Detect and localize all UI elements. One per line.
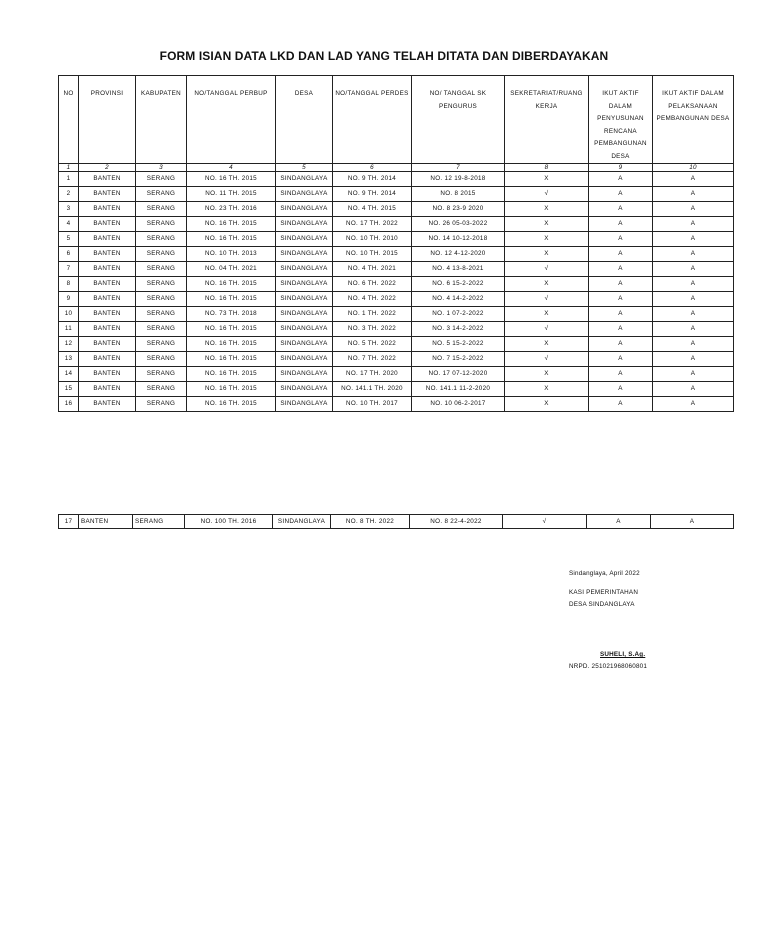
cell-sk-pengurus: NO. 6 15-2-2022 — [412, 277, 505, 292]
cell-sk-pengurus: NO. 8 23-9 2020 — [412, 202, 505, 217]
cell-no: 12 — [59, 337, 79, 352]
cell-provinsi: BANTEN — [79, 202, 136, 217]
cell-provinsi: BANTEN — [79, 262, 136, 277]
cell-sekretariat: √ — [503, 515, 587, 529]
cell-desa: SINDANGLAYA — [276, 262, 333, 277]
cell-perdes: NO. 5 TH. 2022 — [333, 337, 412, 352]
cell-penyusunan: A — [589, 397, 653, 412]
cell-sk-pengurus: NO. 12 19-8-2018 — [412, 172, 505, 187]
cell-no: 11 — [59, 322, 79, 337]
cell-perbup: NO. 16 TH. 2015 — [187, 277, 276, 292]
cell-no: 7 — [59, 262, 79, 277]
cell-sk-pengurus: NO. 4 14-2-2022 — [412, 292, 505, 307]
cell-perbup: NO. 16 TH. 2015 — [187, 322, 276, 337]
cell-provinsi: BANTEN — [79, 322, 136, 337]
cell-pelaksanaan: A — [653, 367, 734, 382]
cell-no: 15 — [59, 382, 79, 397]
header-perdes: NO/TANGGAL PERDES — [333, 76, 412, 164]
table-row — [59, 262, 734, 277]
header-kabupaten: KABUPATEN — [136, 76, 187, 164]
cell-pelaksanaan: A — [653, 232, 734, 247]
cell-perdes: NO. 1 TH. 2022 — [333, 307, 412, 322]
cell-perdes: NO. 6 TH. 2022 — [333, 277, 412, 292]
cell-no: 1 — [59, 172, 79, 187]
cell-penyusunan: A — [589, 367, 653, 382]
cell-pelaksanaan: A — [653, 352, 734, 367]
cell-provinsi: BANTEN — [79, 307, 136, 322]
cell-kabupaten: SERANG — [136, 262, 187, 277]
column-number-row — [59, 164, 734, 172]
cell-kabupaten: SERANG — [133, 515, 185, 529]
cell-kabupaten: SERANG — [136, 172, 187, 187]
cell-pelaksanaan: A — [653, 187, 734, 202]
cell-desa: SINDANGLAYA — [276, 277, 333, 292]
cell-kabupaten: SERANG — [136, 367, 187, 382]
cell-sekretariat: √ — [505, 352, 589, 367]
cell-desa: SINDANGLAYA — [276, 232, 333, 247]
cell-desa: SINDANGLAYA — [276, 397, 333, 412]
cell-sk-pengurus: NO. 8 2015 — [412, 187, 505, 202]
cell-provinsi: BANTEN — [79, 382, 136, 397]
cell-pelaksanaan: A — [653, 382, 734, 397]
cell-penyusunan: A — [589, 172, 653, 187]
cell-provinsi: BANTEN — [79, 277, 136, 292]
cell-perbup: NO. 16 TH. 2015 — [187, 337, 276, 352]
cell-kabupaten: SERANG — [136, 397, 187, 412]
cell-penyusunan: A — [589, 217, 653, 232]
signature-position-line1: KASI PEMERINTAHAN — [569, 589, 639, 596]
cell-no: 17 — [59, 515, 79, 529]
header-sekretariat: SEKRETARIAT/RUANG KERJA — [505, 76, 589, 164]
header-perbup: NO/TANGGAL PERBUP — [187, 76, 276, 164]
cell-perdes: NO. 9 TH. 2014 — [333, 187, 412, 202]
signature-position-line2: DESA SINDANGLAYA — [569, 601, 635, 608]
cell-provinsi: BANTEN — [79, 247, 136, 262]
cell-kabupaten: SERANG — [136, 232, 187, 247]
cell-sk-pengurus: NO. 1 07-2-2022 — [412, 307, 505, 322]
cell-penyusunan: A — [589, 337, 653, 352]
cell-pelaksanaan: A — [653, 292, 734, 307]
cell-sekretariat: X — [505, 382, 589, 397]
cell-provinsi: BANTEN — [79, 232, 136, 247]
cell-perdes: NO. 7 TH. 2022 — [333, 352, 412, 367]
cell-penyusunan: A — [587, 515, 651, 529]
cell-kabupaten: SERANG — [136, 202, 187, 217]
table-row — [59, 232, 734, 247]
cell-kabupaten: SERANG — [136, 337, 187, 352]
cell-desa: SINDANGLAYA — [276, 382, 333, 397]
cell-sk-pengurus: NO. 10 06-2-2017 — [412, 397, 505, 412]
column-number: 3 — [136, 164, 187, 172]
cell-sekretariat: X — [505, 277, 589, 292]
data-table — [58, 75, 734, 412]
cell-pelaksanaan: A — [653, 172, 734, 187]
cell-penyusunan: A — [589, 202, 653, 217]
cell-desa: SINDANGLAYA — [276, 292, 333, 307]
cell-sk-pengurus: NO. 8 22-4-2022 — [410, 515, 503, 529]
cell-provinsi: BANTEN — [79, 187, 136, 202]
cell-no: 13 — [59, 352, 79, 367]
column-number: 6 — [333, 164, 412, 172]
cell-desa: SINDANGLAYA — [276, 247, 333, 262]
cell-pelaksanaan: A — [651, 515, 734, 529]
cell-pelaksanaan: A — [653, 322, 734, 337]
cell-penyusunan: A — [589, 352, 653, 367]
cell-perbup: NO. 16 TH. 2015 — [187, 397, 276, 412]
cell-perbup: NO. 11 TH. 2015 — [187, 187, 276, 202]
cell-kabupaten: SERANG — [136, 292, 187, 307]
cell-perdes: NO. 4 TH. 2022 — [333, 292, 412, 307]
cell-no: 5 — [59, 232, 79, 247]
cell-perbup: NO. 100 TH. 2016 — [185, 515, 273, 529]
column-number: 7 — [412, 164, 505, 172]
column-number: 1 — [59, 164, 79, 172]
table-row — [59, 217, 734, 232]
cell-pelaksanaan: A — [653, 397, 734, 412]
cell-no: 4 — [59, 217, 79, 232]
cell-no: 14 — [59, 367, 79, 382]
cell-no: 16 — [59, 397, 79, 412]
cell-perbup: NO. 16 TH. 2015 — [187, 217, 276, 232]
cell-pelaksanaan: A — [653, 247, 734, 262]
cell-perdes: NO. 17 TH. 2022 — [333, 217, 412, 232]
table-row — [59, 352, 734, 367]
column-number: 4 — [187, 164, 276, 172]
column-number: 10 — [653, 164, 734, 172]
cell-pelaksanaan: A — [653, 262, 734, 277]
cell-perdes: NO. 4 TH. 2021 — [333, 262, 412, 277]
cell-sekretariat: X — [505, 367, 589, 382]
cell-provinsi: BANTEN — [79, 515, 133, 529]
header-sk-pengurus: NO/ TANGGAL SK PENGURUS — [412, 76, 505, 164]
cell-sekretariat: X — [505, 337, 589, 352]
cell-no: 3 — [59, 202, 79, 217]
cell-desa: SINDANGLAYA — [276, 187, 333, 202]
cell-pelaksanaan: A — [653, 277, 734, 292]
cell-perdes: NO. 10 TH. 2010 — [333, 232, 412, 247]
cell-perdes: NO. 8 TH. 2022 — [331, 515, 410, 529]
cell-provinsi: BANTEN — [79, 292, 136, 307]
column-number: 2 — [79, 164, 136, 172]
table-row — [59, 307, 734, 322]
cell-kabupaten: SERANG — [136, 247, 187, 262]
cell-penyusunan: A — [589, 247, 653, 262]
cell-desa: SINDANGLAYA — [276, 352, 333, 367]
cell-desa: SINDANGLAYA — [276, 307, 333, 322]
cell-perbup: NO. 16 TH. 2015 — [187, 172, 276, 187]
cell-perbup: NO. 73 TH. 2018 — [187, 307, 276, 322]
cell-perbup: NO. 16 TH. 2015 — [187, 352, 276, 367]
cell-pelaksanaan: A — [653, 337, 734, 352]
table-row — [59, 515, 734, 529]
extra-data-table — [58, 514, 734, 529]
cell-sekretariat: X — [505, 232, 589, 247]
cell-provinsi: BANTEN — [79, 217, 136, 232]
cell-sk-pengurus: NO. 5 15-2-2022 — [412, 337, 505, 352]
cell-penyusunan: A — [589, 307, 653, 322]
cell-perbup: NO. 16 TH. 2015 — [187, 367, 276, 382]
cell-no: 6 — [59, 247, 79, 262]
cell-sk-pengurus: NO. 17 07-12-2020 — [412, 367, 505, 382]
cell-desa: SINDANGLAYA — [276, 337, 333, 352]
table-row — [59, 202, 734, 217]
cell-desa: SINDANGLAYA — [276, 217, 333, 232]
cell-kabupaten: SERANG — [136, 382, 187, 397]
cell-perbup: NO. 16 TH. 2015 — [187, 382, 276, 397]
cell-sk-pengurus: NO. 141.1 11-2-2020 — [412, 382, 505, 397]
cell-no: 10 — [59, 307, 79, 322]
signature-place-date: Sindanglaya, April 2022 — [569, 570, 640, 577]
cell-perbup: NO. 04 TH. 2021 — [187, 262, 276, 277]
cell-perdes: NO. 10 TH. 2015 — [333, 247, 412, 262]
cell-sekretariat: X — [505, 202, 589, 217]
cell-sk-pengurus: NO. 4 13-8-2021 — [412, 262, 505, 277]
cell-sekretariat: √ — [505, 262, 589, 277]
signature-id-number: NRPD. 251021968060801 — [569, 663, 648, 670]
cell-sk-pengurus: NO. 7 15-2-2022 — [412, 352, 505, 367]
cell-desa: SINDANGLAYA — [276, 202, 333, 217]
cell-kabupaten: SERANG — [136, 187, 187, 202]
cell-sk-pengurus: NO. 3 14-2-2022 — [412, 322, 505, 337]
cell-sekretariat: X — [505, 172, 589, 187]
cell-pelaksanaan: A — [653, 217, 734, 232]
cell-provinsi: BANTEN — [79, 397, 136, 412]
table-row — [59, 367, 734, 382]
column-number: 8 — [505, 164, 589, 172]
cell-perbup: NO. 16 TH. 2015 — [187, 232, 276, 247]
cell-provinsi: BANTEN — [79, 367, 136, 382]
table-row — [59, 292, 734, 307]
header-desa: DESA — [276, 76, 333, 164]
document-title: FORM ISIAN DATA LKD DAN LAD YANG TELAH DITATA DAN DIBERDAYAKAN — [159, 49, 609, 63]
cell-perdes: NO. 17 TH. 2020 — [333, 367, 412, 382]
cell-sk-pengurus: NO. 14 10-12-2018 — [412, 232, 505, 247]
cell-sekretariat: X — [505, 247, 589, 262]
cell-kabupaten: SERANG — [136, 307, 187, 322]
table-row — [59, 322, 734, 337]
cell-perdes: NO. 141.1 TH. 2020 — [333, 382, 412, 397]
cell-no: 2 — [59, 187, 79, 202]
column-number: 5 — [276, 164, 333, 172]
table-row — [59, 382, 734, 397]
cell-desa: SINDANGLAYA — [276, 322, 333, 337]
cell-kabupaten: SERANG — [136, 277, 187, 292]
cell-pelaksanaan: A — [653, 202, 734, 217]
cell-perbup: NO. 10 TH. 2013 — [187, 247, 276, 262]
cell-desa: SINDANGLAYA — [273, 515, 331, 529]
column-number: 9 — [589, 164, 653, 172]
cell-sekretariat: √ — [505, 322, 589, 337]
header-penyusunan: IKUT AKTIF DALAM PENYUSUNAN RENCANA PEMBANGUNAN DESA — [589, 76, 653, 164]
cell-penyusunan: A — [589, 277, 653, 292]
table-row — [59, 277, 734, 292]
cell-no: 9 — [59, 292, 79, 307]
cell-sekretariat: X — [505, 307, 589, 322]
cell-provinsi: BANTEN — [79, 172, 136, 187]
cell-no: 8 — [59, 277, 79, 292]
cell-desa: SINDANGLAYA — [276, 367, 333, 382]
cell-provinsi: BANTEN — [79, 337, 136, 352]
cell-desa: SINDANGLAYA — [276, 172, 333, 187]
cell-penyusunan: A — [589, 292, 653, 307]
cell-penyusunan: A — [589, 232, 653, 247]
table-row — [59, 337, 734, 352]
header-pelaksanaan: IKUT AKTIF DALAM PELAKSANAAN PEMBANGUNAN DESA — [653, 76, 734, 164]
cell-penyusunan: A — [589, 262, 653, 277]
table-row — [59, 247, 734, 262]
cell-sk-pengurus: NO. 26 05-03-2022 — [412, 217, 505, 232]
cell-provinsi: BANTEN — [79, 352, 136, 367]
cell-perdes: NO. 4 TH. 2015 — [333, 202, 412, 217]
cell-kabupaten: SERANG — [136, 217, 187, 232]
table-header-row — [59, 76, 734, 164]
cell-sekretariat: X — [505, 217, 589, 232]
table-row — [59, 187, 734, 202]
cell-sekretariat: √ — [505, 187, 589, 202]
header-provinsi: PROVINSI — [79, 76, 136, 164]
cell-penyusunan: A — [589, 322, 653, 337]
cell-kabupaten: SERANG — [136, 352, 187, 367]
cell-kabupaten: SERANG — [136, 322, 187, 337]
table-row — [59, 397, 734, 412]
table-row — [59, 172, 734, 187]
cell-penyusunan: A — [589, 382, 653, 397]
cell-perdes: NO. 9 TH. 2014 — [333, 172, 412, 187]
cell-perdes: NO. 3 TH. 2022 — [333, 322, 412, 337]
cell-perdes: NO. 10 TH. 2017 — [333, 397, 412, 412]
header-no: NO — [59, 76, 79, 164]
cell-penyusunan: A — [589, 187, 653, 202]
cell-sekretariat: √ — [505, 292, 589, 307]
cell-sk-pengurus: NO. 12 4-12-2020 — [412, 247, 505, 262]
cell-pelaksanaan: A — [653, 307, 734, 322]
cell-perbup: NO. 16 TH. 2015 — [187, 292, 276, 307]
signature-name: SUHELI, S.Ag. — [600, 651, 646, 658]
cell-perbup: NO. 23 TH. 2016 — [187, 202, 276, 217]
cell-sekretariat: X — [505, 397, 589, 412]
